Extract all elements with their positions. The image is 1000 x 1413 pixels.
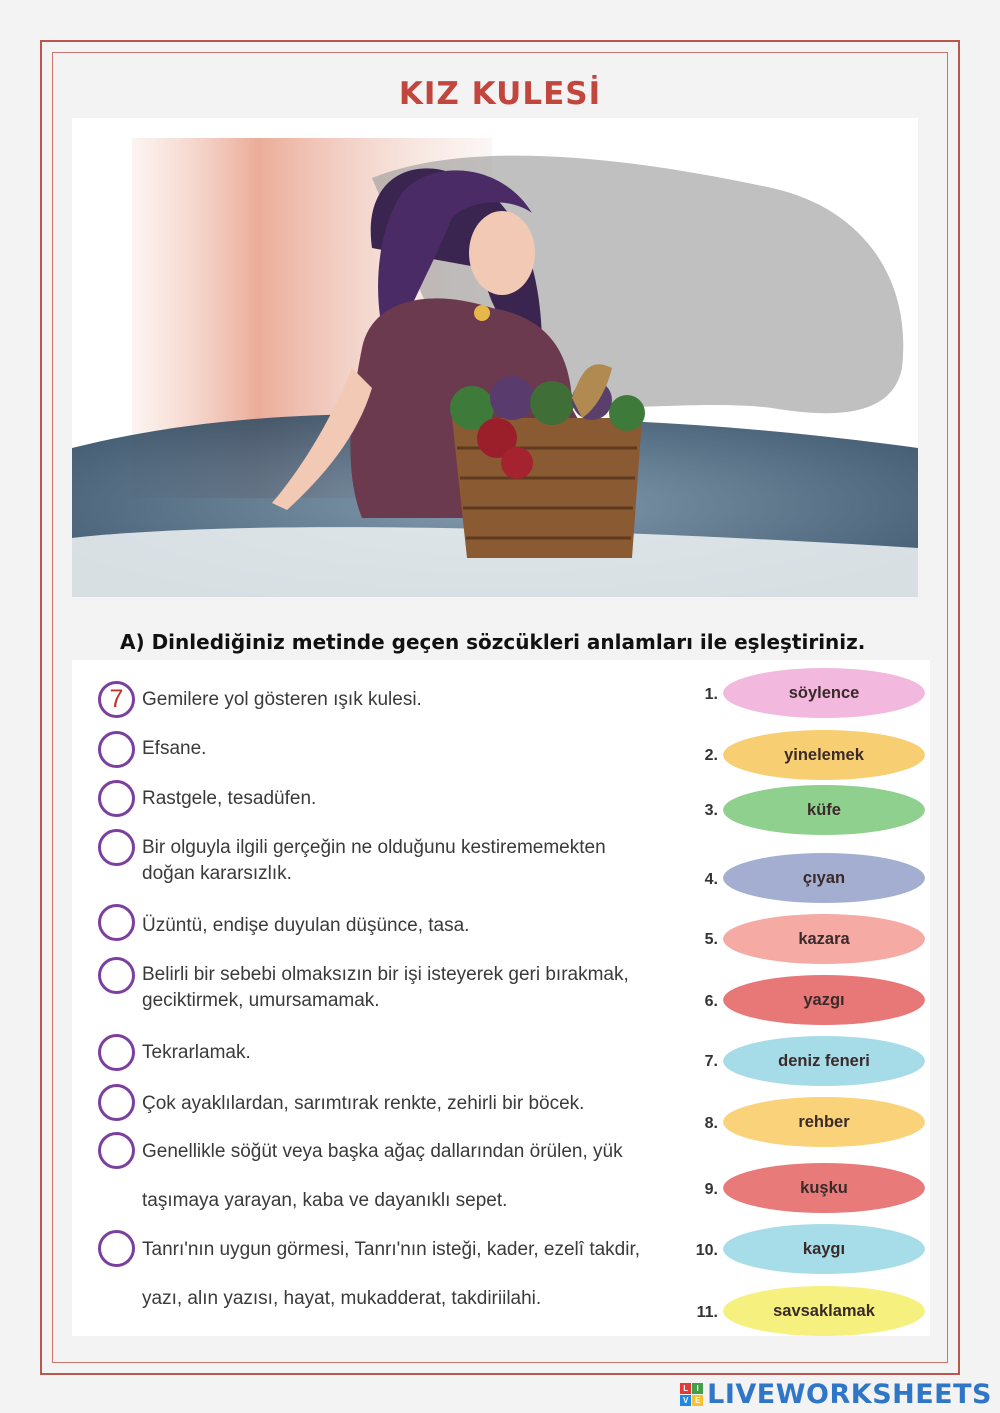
liveworksheets-logo[interactable] xyxy=(680,1378,992,1410)
word-pill[interactable]: söylence xyxy=(723,668,925,718)
word-pill[interactable]: kaygı xyxy=(723,1224,925,1274)
answer-circle[interactable] xyxy=(98,731,135,768)
word-number: 1. xyxy=(704,686,718,703)
definition-8: Çok ayaklılardan, sarımtırak renkte, zehirli bir böcek. xyxy=(142,1093,585,1114)
word-number: 2. xyxy=(704,747,718,764)
word-pill[interactable]: kuşku xyxy=(723,1163,925,1213)
instruction-text: A) Dinlediğiniz metinde geçen sözcükleri anlamları ile eşleştiriniz. xyxy=(120,630,866,654)
answer-circle[interactable] xyxy=(98,957,135,994)
answer-circle[interactable] xyxy=(98,1034,135,1071)
word-number: 9. xyxy=(704,1181,718,1198)
word-pill[interactable]: deniz feneri xyxy=(723,1036,925,1086)
definition-1: Gemilere yol gösteren ışık kulesi. xyxy=(142,689,422,710)
definition-10: Tanrı'nın uygun görmesi, Tanrı'nın isteği, kader, ezelî takdir, yazı, alın yazısı, hayat, mukadderat, takdiriilahi. xyxy=(142,1239,641,1309)
word-number: 7. xyxy=(704,1053,718,1070)
logo-badge-icon: L I V E xyxy=(680,1383,703,1406)
definition-5: Üzüntü, endişe duyulan düşünce, tasa. xyxy=(142,915,470,936)
maiden-illustration xyxy=(72,118,918,597)
word-number: 8. xyxy=(704,1115,718,1132)
definition-4: Bir olguyla ilgili gerçeğin ne olduğunu kestirememekten doğan kararsızlık. xyxy=(142,837,606,884)
logo-text: LIVEWORKSHEETS xyxy=(707,1378,992,1410)
word-pill[interactable]: yazgı xyxy=(723,975,925,1025)
word-pill[interactable]: savsaklamak xyxy=(723,1286,925,1336)
word-number: 4. xyxy=(704,871,718,888)
definition-3: Rastgele, tesadüfen. xyxy=(142,788,317,809)
word-pill[interactable]: yinelemek xyxy=(723,730,925,780)
word-number: 11. xyxy=(696,1304,718,1321)
word-number: 6. xyxy=(704,993,718,1010)
answer-circle[interactable] xyxy=(98,780,135,817)
definition-2: Efsane. xyxy=(142,738,207,759)
answer-circle[interactable] xyxy=(98,829,135,866)
word-pill[interactable]: kazara xyxy=(723,914,925,964)
worksheet-title: KIZ KULESİ xyxy=(398,76,602,112)
word-pill[interactable]: rehber xyxy=(723,1097,925,1147)
word-pill[interactable]: çıyan xyxy=(723,853,925,903)
answer-circle[interactable] xyxy=(98,1132,135,1169)
word-number: 10. xyxy=(695,1242,718,1259)
answer-circle[interactable] xyxy=(98,1230,135,1267)
definition-9: Genellikle söğüt veya başka ağaç dallarından örülen, yük taşımaya yarayan, kaba ve dayanıklı sepet. xyxy=(142,1141,623,1211)
word-number: 3. xyxy=(704,802,718,819)
word-pill[interactable]: küfe xyxy=(723,785,925,835)
answer-circle[interactable] xyxy=(98,1084,135,1121)
answer-circle[interactable]: 7 xyxy=(98,681,135,718)
definition-6: Belirli bir sebebi olmaksızın bir işi isteyerek geri bırakmak, geciktirmek, umursamamak. xyxy=(142,964,629,1011)
answer-circle[interactable] xyxy=(98,904,135,941)
definition-7: Tekrarlamak. xyxy=(142,1042,251,1063)
word-number: 5. xyxy=(704,931,718,948)
